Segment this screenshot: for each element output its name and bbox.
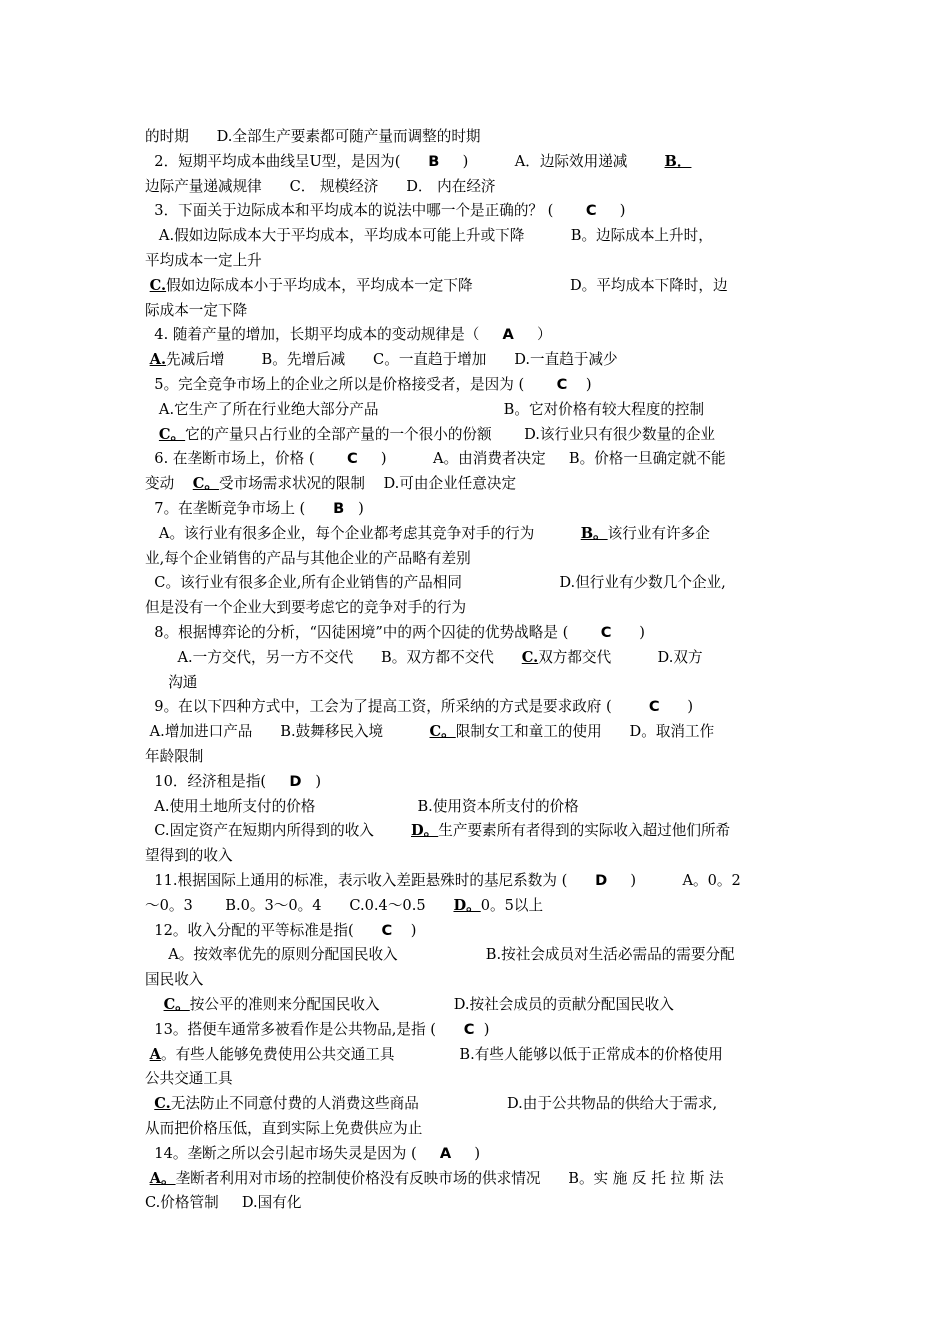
text-segment: 。有些人能够免费使用公共交通工具 B.有些人能够以低于正常成本的价格使用 [160, 1045, 723, 1063]
text-segment: 2．短期平均成本曲线呈U型，是因为( [145, 152, 429, 170]
text-segment: 国民收入 [145, 971, 204, 989]
correct-option-mark: A. [149, 351, 167, 369]
text-segment: 无法防止不同意付费的人消费这些商品 D.由于公共物品的供给大于需求, [170, 1095, 718, 1113]
correct-option-mark: B。 [580, 524, 608, 542]
text-segment: 该行业有许多企 [607, 524, 710, 542]
answer-letter: C [463, 1020, 475, 1038]
text-segment: 沟通 [145, 673, 198, 691]
answer-letter: C [381, 921, 393, 939]
text-line [145, 496, 807, 521]
text-segment: C.价格管制 D.国有化 [145, 1194, 302, 1212]
text-segment: ) [301, 772, 322, 790]
text-line [145, 645, 807, 670]
answer-letter: B [333, 500, 345, 517]
text-line [145, 273, 807, 298]
text-line [145, 942, 807, 967]
text-line [145, 843, 807, 868]
text-segment: A。该行业有很多企业，每个企业都考虑其竞争对手的行为 [145, 524, 581, 542]
text-segment: ) [474, 1020, 490, 1038]
text-segment: 变动 [145, 475, 193, 493]
text-segment: 边际产量递减规律 C． 规模经济 D． 内在经济 [145, 177, 496, 195]
text-line [145, 992, 807, 1017]
text-segment: 9。在以下四种方式中，工会为了提高工资，所采纳的方式是要求政府 ( [145, 698, 649, 716]
text-line [145, 868, 807, 893]
text-line [145, 174, 807, 199]
text-segment: A.它生产了所在行业绝大部分产品 B。它对价格有较大程度的控制 [145, 400, 705, 418]
answer-letter: D [595, 872, 608, 889]
text-segment: 业,每个企业销售的产品与其他企业的产品略有差别 [145, 549, 471, 567]
answer-letter: C [648, 698, 660, 716]
text-segment: C.固定资产在短期内所得到的收入 [145, 822, 411, 840]
text-segment: A.假如边际成本大于平均成本，平均成本可能上升或下降 B。边际成本上升时， [145, 227, 713, 245]
text-line [145, 298, 807, 323]
text-line [145, 223, 807, 248]
answer-letter: B [428, 152, 440, 170]
correct-option-mark: B． [664, 152, 692, 170]
correct-option-mark: D。 [453, 896, 481, 914]
answer-letter: A [502, 326, 514, 344]
text-segment: A。按效率优先的原则分配国民收入 B.按社会成员对生活必需品的需要分配 [145, 946, 735, 964]
text-line [145, 546, 807, 571]
text-line [145, 446, 807, 471]
text-line [145, 471, 807, 496]
text-segment: A.增加进口产品 B.鼓舞移民入境 [145, 723, 430, 741]
text-segment: ) [567, 376, 592, 393]
text-segment: 双方都交代 D.双方 [538, 648, 703, 666]
text-line [145, 1116, 807, 1141]
text-segment: 垄断者利用对市场的控制使价格没有反映市场的供求情况 B。实 施 反 托 拉 斯 法 [175, 1169, 724, 1187]
answer-letter: C [600, 624, 612, 641]
correct-option-mark: C. [521, 648, 539, 666]
text-segment: 13。搭便车通常多被看作是公共物品,是指 ( [145, 1020, 464, 1038]
text-segment: 10．经济租是指( [145, 772, 290, 790]
text-line [145, 1042, 807, 1067]
text-line [145, 893, 807, 918]
text-segment: A.使用土地所支付的价格 B.使用资本所支付的价格 [145, 797, 579, 815]
text-segment: ) A．边际效用递减 [439, 152, 665, 170]
text-line [145, 322, 807, 347]
correct-option-mark: C。 [158, 425, 186, 443]
text-line [145, 794, 807, 819]
correct-option-mark: C。 [163, 996, 190, 1013]
answer-letter: C [556, 376, 568, 393]
text-line [145, 397, 807, 422]
text-segment: 14。垄断之所以会引起市场失灵是因为 ( [145, 1144, 440, 1162]
text-segment: ) [344, 500, 364, 517]
correct-option-mark: A [149, 1045, 161, 1063]
text-segment: 7。在垄断竞争市场上 ( [145, 500, 334, 517]
correct-option-mark: C. [149, 276, 167, 294]
text-line [145, 595, 807, 620]
text-segment: A.一方交代，另一方不交代 B。双方都不交代 [145, 648, 522, 666]
answer-letter: C [585, 202, 597, 220]
text-segment: 年龄限制 [145, 748, 204, 765]
correct-option-mark: D。 [411, 822, 439, 840]
text-segment: ) A。由消费者决定 B。价格一旦确定就不能 [357, 450, 726, 468]
text-segment: 平均成本一定上升 [145, 252, 262, 269]
text-segment: 先减后增 B。先增后减 C。一直趋于增加 D.一直趋于减少 [166, 351, 618, 369]
correct-option-mark: C。 [429, 723, 456, 741]
text-segment: 生产要素所有者得到的实际收入超过他们所希 [438, 822, 731, 840]
correct-option-mark: C. [154, 1095, 171, 1113]
text-line [145, 670, 807, 695]
text-segment: 从而把价格压低，直到实际上免费供应为止 [145, 1120, 423, 1137]
text-segment: ) A。0。2 [607, 872, 741, 889]
text-line [145, 1166, 807, 1191]
text-line [145, 1190, 807, 1215]
text-line [145, 124, 807, 149]
text-segment: 12。收入分配的平等标准是指( [145, 921, 382, 939]
text-line [145, 1091, 807, 1116]
text-segment [145, 426, 159, 443]
text-segment: ) [451, 1144, 481, 1162]
text-segment: 按公平的准则来分配国民收入 D.按社会成员的贡献分配国民收入 [189, 996, 674, 1013]
text-segment: 它的产量只占行业的全部产量的一个很小的份额 D.该行业只有很少数量的企业 [185, 425, 716, 443]
text-line [145, 918, 807, 943]
text-segment: 5。完全竞争市场上的企业之所以是价格接受者，是因为 ( [145, 376, 557, 393]
text-segment: 6. 在垄断市场上，价格 ( [145, 450, 347, 468]
text-line [145, 719, 807, 744]
text-segment: C。该行业有很多企业,所有企业销售的产品相同 D.但行业有少数几个企业, [145, 574, 726, 592]
text-line [145, 198, 807, 223]
text-segment: ) [392, 921, 417, 939]
text-segment: 限制女工和童工的使用 D。取消工作 [455, 723, 715, 741]
text-segment: ) [596, 202, 626, 220]
text-segment [145, 1095, 154, 1112]
correct-option-mark: C。 [192, 475, 219, 493]
text-line [145, 521, 807, 546]
text-line [145, 1017, 807, 1042]
text-line [145, 818, 807, 843]
text-line [145, 694, 807, 719]
text-segment: 的时期 D.全部生产要素都可随产量而调整的时期 [145, 128, 481, 145]
text-line [145, 1066, 807, 1091]
text-line [145, 372, 807, 397]
text-segment: 受市场需求状况的限制 D.可由企业任意决定 [218, 475, 517, 493]
text-segment: ) [659, 698, 694, 716]
text-segment [145, 996, 164, 1013]
text-line [145, 620, 807, 645]
text-segment: 但是没有一个企业大到要考虑它的竞争对手的行为 [145, 599, 467, 617]
text-segment: 8。根据博弈论的分析，“囚徒困境”中的两个囚徒的优势战略是 ( [145, 624, 601, 641]
text-line [145, 248, 807, 273]
text-line [145, 149, 807, 174]
text-segment: 际成本一定下降 [145, 301, 248, 319]
text-segment: 11.根据国际上通用的标准，表示收入差距悬殊时的基尼系数为 ( [145, 872, 596, 889]
text-line [145, 422, 807, 447]
answer-letter: C [347, 450, 358, 468]
answer-letter: A [439, 1144, 452, 1162]
text-line [145, 347, 807, 372]
text-segment: 假如边际成本小于平均成本，平均成本一定下降 D。平均成本下降时，边 [166, 276, 728, 294]
text-line [145, 1141, 807, 1166]
text-segment: 0。5以上 [480, 896, 544, 914]
text-segment: 公共交通工具 [145, 1070, 233, 1088]
answer-letter: D [289, 772, 302, 790]
text-line [145, 769, 807, 794]
text-segment: 望得到的收入 [145, 847, 233, 865]
text-line [145, 744, 807, 769]
text-segment: 4. 随着产量的增加，长期平均成本的变动规律是（ [145, 326, 503, 344]
text-segment: ) [611, 624, 645, 641]
text-line [145, 570, 807, 595]
text-segment: ～0。3 B.0。3～0。4 C.0.4～0.5 [145, 896, 454, 914]
text-line [145, 967, 807, 992]
text-segment: 3．下面关于边际成本和平均成本的说法中哪一个是正确的？ ( [145, 202, 586, 220]
correct-option-mark: A。 [149, 1169, 176, 1187]
text-segment: ） [513, 326, 552, 344]
